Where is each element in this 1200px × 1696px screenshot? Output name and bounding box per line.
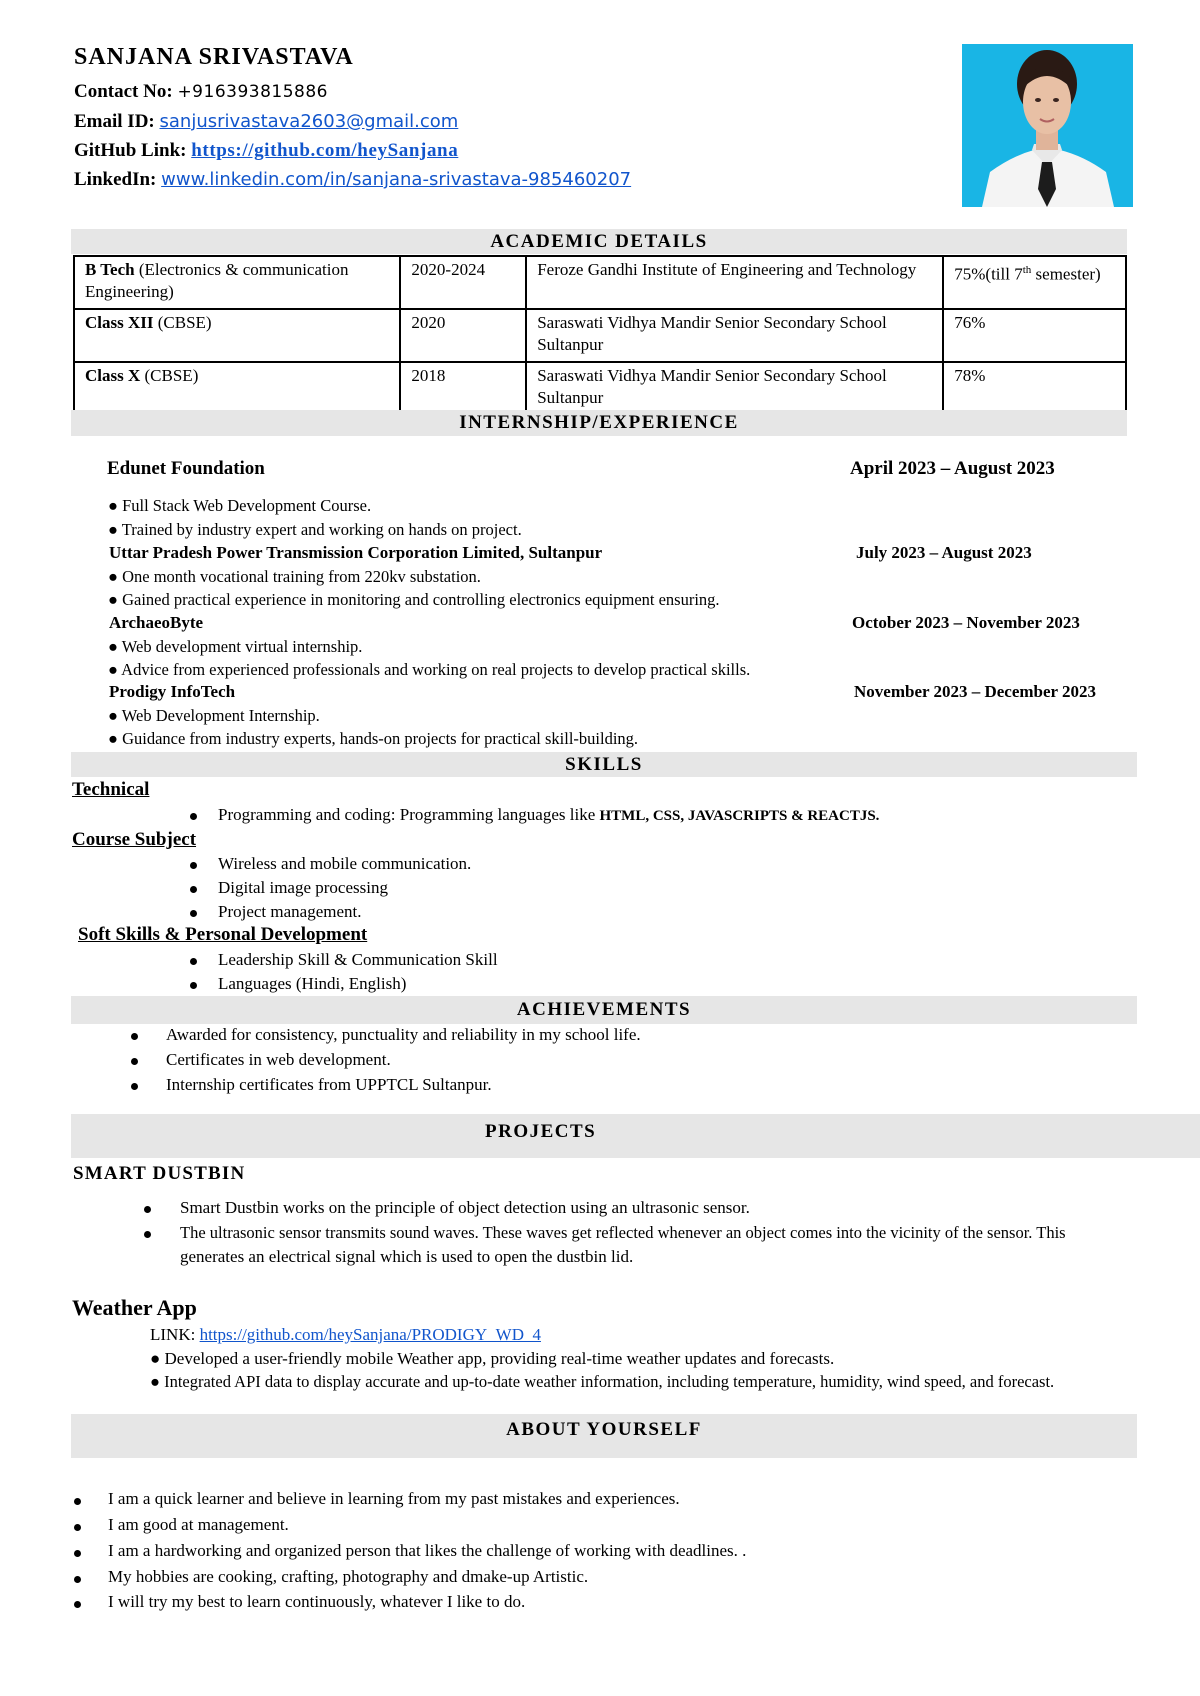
project-bullet: The ultrasonic sensor transmits sound waves. These waves get reflected whenever an object comes into the vicinity of the sensor. This (180, 1223, 1066, 1242)
soft-skills-heading: Soft Skills & Personal Development (78, 924, 368, 945)
institute-cell: Saraswati Vidhya Mandir Senior Secondary School Sultanpur (526, 309, 943, 362)
score-cell: 78% (943, 362, 1126, 415)
table-row (74, 256, 1126, 309)
project-link-label: LINK: (150, 1325, 200, 1344)
bullet-dot (190, 813, 197, 820)
degree-cell (74, 362, 400, 415)
bullet-dot (74, 1498, 81, 1505)
soft-skill-item: Leadership Skill & Communication Skill (218, 950, 498, 969)
project-bullet: ● Integrated API data to display accurate and up-to-date weather information, including temperature, humidity, wind speed, and forecast. (150, 1372, 1055, 1391)
section-skills-title: SKILLS (71, 752, 1137, 777)
score-suffix: semester) (1031, 264, 1101, 284)
company-name: Edunet Foundation (107, 458, 265, 479)
bullet-dot (190, 958, 197, 965)
course-heading: Course Subject (72, 829, 197, 850)
github-row (74, 140, 458, 162)
project-link[interactable]: https://github.com/heySanjana/PRODIGY_WD_4 (199, 1325, 541, 1344)
achievement-item: Internship certificates from UPPTCL Sultanpur. (166, 1075, 492, 1094)
degree-detail: (CBSE) (153, 313, 212, 332)
company-dates: November 2023 – December 2023 (854, 682, 1097, 701)
experience-bullet: ● Web development virtual internship. (108, 637, 363, 656)
company-dates: July 2023 – August 2023 (856, 543, 1032, 562)
years-cell: 2018 (400, 362, 526, 415)
project-bullet-cont: generates an electrical signal which is used to open the dustbin lid. (180, 1247, 634, 1266)
company-dates: October 2023 – November 2023 (852, 613, 1080, 632)
about-item: I will try my best to learn continuously, whatever I like to do. (108, 1592, 526, 1611)
institute-cell: Saraswati Vidhya Mandir Senior Secondary School Sultanpur (526, 362, 943, 415)
degree-cell (74, 309, 400, 362)
course-item: Wireless and mobile communication. (218, 854, 472, 873)
degree-cell (74, 256, 400, 309)
section-projects-title: PROJECTS (485, 1121, 597, 1142)
section-projects-band (71, 1114, 1200, 1158)
about-item: I am a hardworking and organized person that likes the challenge of working with deadlines. . (108, 1541, 747, 1560)
years-cell: 2020 (400, 309, 526, 362)
email-label: Email ID: (74, 111, 155, 132)
score-sup: th (1022, 264, 1032, 276)
project-bullet: ● Developed a user-friendly mobile Weather app, providing real-time weather updates and forecasts. (150, 1349, 835, 1368)
about-item: My hobbies are cooking, crafting, photography and dmake-up Artistic. (108, 1567, 589, 1586)
bullet-dot (131, 1033, 138, 1040)
profile-photo (962, 44, 1133, 207)
section-achievements-title: ACHIEVEMENTS (71, 996, 1137, 1024)
technical-item (218, 805, 879, 825)
degree-name: Class XII (85, 313, 154, 332)
experience-bullet: ● Guidance from industry experts, hands-on projects for practical skill-building. (108, 729, 639, 748)
project-bullet: Smart Dustbin works on the principle of object detection using an ultrasonic sensor. (180, 1198, 750, 1217)
score-cell (943, 256, 1126, 309)
achievement-item: Awarded for consistency, punctuality and reliability in my school life. (166, 1025, 641, 1044)
company-dates: April 2023 – August 2023 (850, 458, 1055, 479)
about-item: I am good at management. (108, 1515, 289, 1534)
table-row (74, 309, 1126, 362)
institute-cell: Feroze Gandhi Institute of Engineering and Technology (526, 256, 943, 309)
bullet-dot (190, 862, 197, 869)
course-item: Project management. (218, 902, 362, 921)
table-row (74, 362, 1126, 415)
github-label: GitHub Link: (74, 140, 187, 161)
experience-bullet: ● Trained by industry expert and working on hands on project. (108, 520, 522, 539)
bullet-dot (131, 1058, 138, 1065)
company-name: Prodigy InfoTech (109, 682, 236, 701)
bullet-dot (144, 1206, 151, 1213)
bullet-dot (190, 982, 197, 989)
experience-bullet: ● Gained practical experience in monitoring and controlling electronics equipment ensuring. (108, 590, 720, 609)
years-cell: 2020-2024 (400, 256, 526, 309)
section-experience-title: INTERNSHIP/EXPERIENCE (71, 410, 1127, 436)
technical-languages: HTML, CSS, JAVASCRIPTS & REACTJS. (599, 808, 880, 824)
about-item: I am a quick learner and believe in learning from my past mistakes and experiences. (108, 1489, 680, 1508)
bullet-dot (144, 1231, 151, 1238)
project-title: Weather App (72, 1295, 197, 1320)
achievement-item: Certificates in web development. (166, 1050, 391, 1069)
experience-bullet: ● One month vocational training from 220kv substation. (108, 567, 481, 586)
email-link[interactable]: sanjusrivastava2603@gmail.com (159, 111, 459, 132)
section-about-title: ABOUT YOURSELF (71, 1414, 1137, 1458)
project-title: SMART DUSTBIN (73, 1163, 246, 1184)
company-name: ArchaeoByte (109, 613, 204, 632)
bullet-dot (190, 910, 197, 917)
academic-table (73, 255, 1127, 416)
bullet-dot (74, 1576, 81, 1583)
email-row (74, 111, 458, 133)
project-link-row (150, 1325, 541, 1345)
soft-skill-item: Languages (Hindi, English) (218, 974, 407, 993)
experience-bullet: ● Full Stack Web Development Course. (108, 496, 372, 515)
course-item: Digital image processing (218, 878, 388, 897)
technical-text: Programming and coding: Programming languages like (218, 805, 600, 824)
experience-bullet: ● Web Development Internship. (108, 706, 320, 725)
bullet-dot (74, 1601, 81, 1608)
degree-detail: (CBSE) (140, 366, 199, 385)
linkedin-row (74, 169, 631, 191)
section-academic-title: ACADEMIC DETAILS (71, 229, 1127, 254)
company-name: Uttar Pradesh Power Transmission Corporation Limited, Sultanpur (109, 543, 603, 562)
score-cell: 76% (943, 309, 1126, 362)
score-value: 75%(till 7 (954, 264, 1023, 284)
degree-detail: (Electronics & communication Engineering) (85, 260, 349, 301)
degree-name: B Tech (85, 260, 135, 279)
degree-name: Class X (85, 366, 141, 385)
linkedin-label: LinkedIn: (74, 169, 157, 190)
experience-bullet: ● Advice from experienced professionals and working on real projects to develop practical skills. (108, 660, 751, 679)
github-link[interactable]: https://github.com/heySanjana (191, 140, 459, 161)
technical-heading: Technical (72, 779, 150, 800)
bullet-dot (190, 886, 197, 893)
contact-label: Contact No: (74, 81, 173, 102)
bullet-dot (131, 1083, 138, 1090)
bullet-dot (74, 1550, 81, 1557)
contact-row (74, 81, 328, 103)
bullet-dot (74, 1524, 81, 1531)
linkedin-link[interactable]: www.linkedin.com/in/sanjana-srivastava-985460207 (161, 169, 632, 190)
candidate-name: SANJANA SRIVASTAVA (74, 44, 354, 70)
contact-value: +916393815886 (177, 82, 328, 102)
